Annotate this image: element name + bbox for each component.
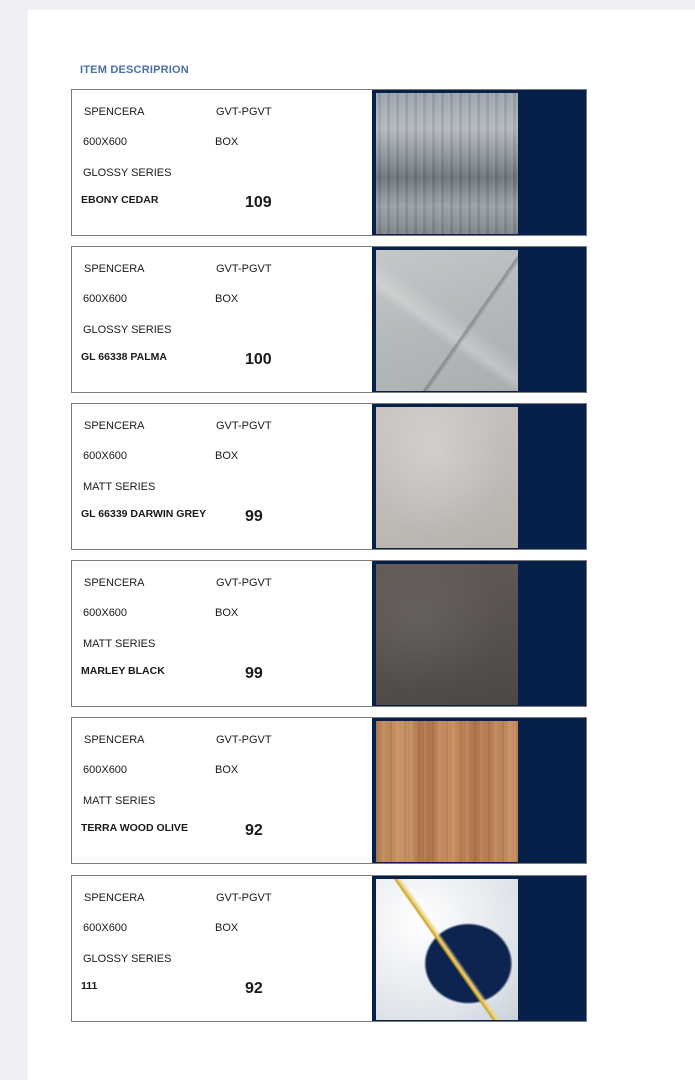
tile-panel (372, 404, 586, 549)
item-quantity: 109 (245, 194, 272, 211)
item-series: GLOSSY SERIES (83, 167, 172, 179)
item-unit: BOX (215, 293, 239, 305)
item-quantity: 92 (245, 980, 263, 997)
item-code: GVT-PGVT (216, 420, 272, 432)
item-card (71, 246, 587, 393)
item-card (71, 403, 587, 550)
item-name: GL 66338 PALMA (81, 351, 167, 363)
tile-panel (372, 90, 586, 235)
item-unit: BOX (215, 764, 239, 776)
item-size: 600X600 (83, 450, 128, 462)
tile-image (376, 407, 518, 548)
tile-image (376, 879, 518, 1020)
item-size: 600X600 (83, 136, 128, 148)
item-code: GVT-PGVT (216, 577, 272, 589)
tile-image (376, 93, 518, 234)
item-brand: SPENCERA (84, 577, 145, 589)
item-name: MARLEY BLACK (81, 665, 165, 677)
item-quantity: 92 (245, 822, 263, 839)
item-code: GVT-PGVT (216, 106, 272, 118)
tile-image (376, 721, 518, 862)
item-series: GLOSSY SERIES (83, 324, 172, 336)
tile-panel (372, 561, 586, 706)
tile-panel (372, 718, 586, 863)
item-card (71, 560, 587, 707)
item-unit: BOX (215, 607, 239, 619)
section-heading: ITEM DESCRIPRION (80, 64, 189, 76)
item-brand: SPENCERA (84, 734, 145, 746)
item-brand: SPENCERA (84, 106, 145, 118)
tile-image (376, 250, 518, 391)
item-name: GL 66339 DARWIN GREY (81, 508, 207, 520)
item-series: MATT SERIES (83, 638, 156, 650)
item-brand: SPENCERA (84, 263, 145, 275)
item-unit: BOX (215, 922, 239, 934)
item-quantity: 99 (245, 665, 263, 682)
item-size: 600X600 (83, 922, 128, 934)
item-card (71, 875, 587, 1022)
item-name: 111 (81, 980, 98, 992)
item-code: GVT-PGVT (216, 892, 272, 904)
item-size: 600X600 (83, 764, 128, 776)
item-brand: SPENCERA (84, 420, 145, 432)
item-name: TERRA WOOD OLIVE (81, 822, 188, 834)
item-unit: BOX (215, 450, 239, 462)
tile-panel (372, 876, 586, 1021)
document-page (28, 10, 695, 1080)
item-size: 600X600 (83, 607, 128, 619)
item-series: GLOSSY SERIES (83, 953, 172, 965)
item-name: EBONY CEDAR (81, 194, 159, 206)
item-quantity: 99 (245, 508, 263, 525)
item-code: GVT-PGVT (216, 734, 272, 746)
item-series: MATT SERIES (83, 481, 156, 493)
item-size: 600X600 (83, 293, 128, 305)
item-code: GVT-PGVT (216, 263, 272, 275)
item-brand: SPENCERA (84, 892, 145, 904)
item-card (71, 717, 587, 864)
item-card (71, 89, 587, 236)
item-quantity: 100 (245, 351, 272, 368)
item-unit: BOX (215, 136, 239, 148)
tile-image (376, 564, 518, 705)
item-series: MATT SERIES (83, 795, 156, 807)
tile-panel (372, 247, 586, 392)
